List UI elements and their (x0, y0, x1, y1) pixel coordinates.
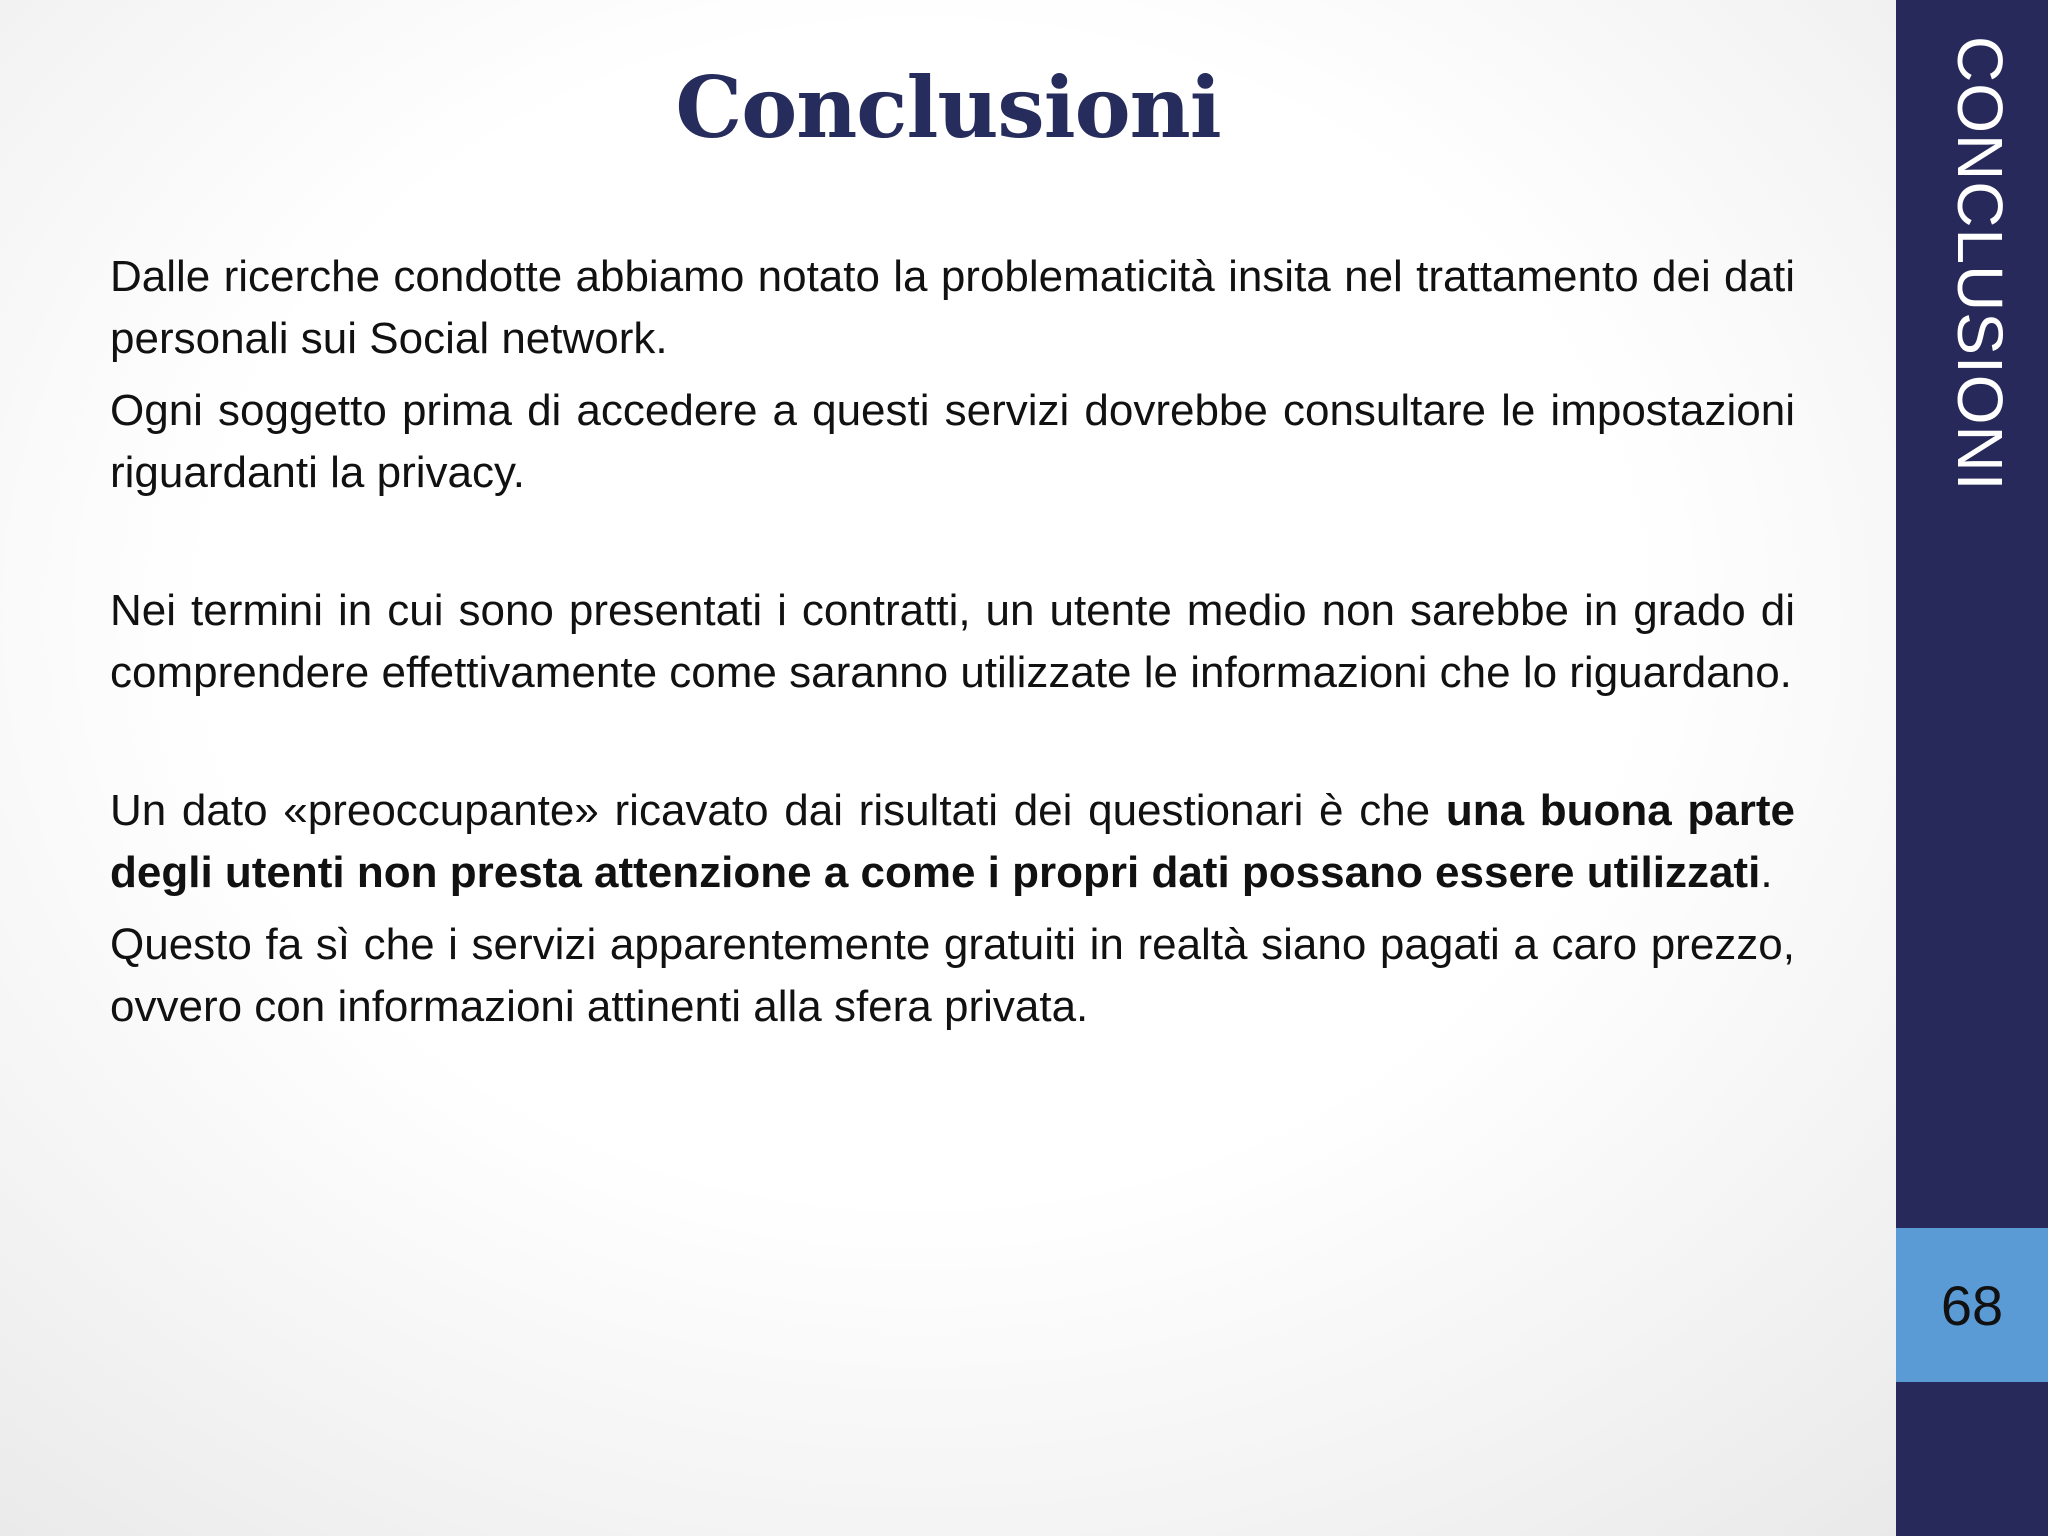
paragraph-questionnaire-result (110, 780, 1795, 904)
questionnaire-text-before: Un dato «preoccupante» ricavato dai risultati dei questionari è che (110, 786, 1446, 835)
paragraph-hidden-cost: Questo fa sì che i servizi apparentemente gratuiti in realtà siano pagati a caro prezzo, ovvero con informazioni attinenti alla sfera privata. (110, 920, 1795, 1031)
paragraph-contract-terms: Nei termini in cui sono presentati i contratti, un utente medio non sarebbe in grado di comprendere effettivamente come saranno utilizzate le informazioni che lo riguardano. (110, 586, 1795, 697)
questionnaire-text-after: . (1760, 848, 1773, 897)
questionnaire-text-bold: una buona parte degli utenti non presta attenzione a come i propri dati possano essere utilizzati (110, 786, 1795, 897)
section-label: CONCLUSIONI (1944, 36, 2016, 492)
paragraph-research-findings: Dalle ricerche condotte abbiamo notato la problematicità insita nel trattamento dei dati personali sui Social network. (110, 252, 1795, 363)
slide-body (110, 246, 1795, 1038)
paragraph-privacy-settings: Ogni soggetto prima di accedere a questi servizi dovrebbe consultare le impostazioni riguardanti la privacy. (110, 386, 1795, 497)
page-number-box (1896, 1228, 2048, 1382)
slide-title: Conclusioni (675, 58, 1221, 157)
page-number: 68 (1940, 1273, 2004, 1337)
